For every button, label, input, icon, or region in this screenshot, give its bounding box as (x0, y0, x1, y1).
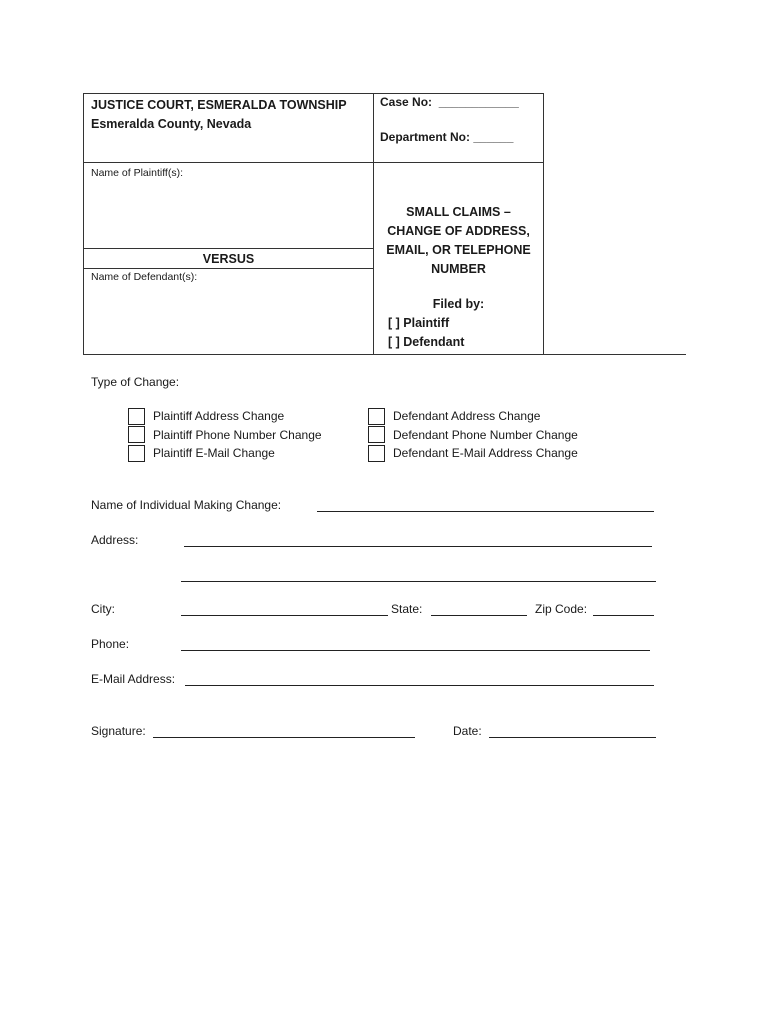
defendant-phone-change-option[interactable] (368, 426, 578, 445)
option-label: Plaintiff E-Mail Change (153, 446, 275, 461)
form-title-line-2: CHANGE OF ADDRESS, (387, 224, 530, 238)
case-no-field[interactable] (380, 95, 519, 109)
form-title (374, 203, 543, 279)
header-right-border (543, 93, 544, 354)
court-name (91, 96, 347, 134)
checkbox[interactable] (368, 426, 385, 443)
date-label: Date: (453, 724, 482, 738)
plaintiff-address-change-option[interactable] (128, 407, 284, 426)
address-line-1[interactable] (184, 546, 652, 547)
email-address-line[interactable] (185, 685, 654, 686)
case-no-blank[interactable]: ____________ (438, 95, 519, 109)
date-line[interactable] (489, 737, 656, 738)
defendant-address-change-option[interactable] (368, 407, 540, 426)
checkbox[interactable] (368, 408, 385, 425)
state-label: State: (391, 602, 423, 616)
header-left-border (83, 93, 84, 354)
phone-line[interactable] (181, 650, 650, 651)
plaintiff-phone-change-option[interactable] (128, 426, 322, 445)
city-label: City: (91, 602, 115, 616)
court-line-1: JUSTICE COURT, ESMERALDA TOWNSHIP (91, 98, 347, 112)
department-no-label: Department No: (380, 130, 471, 144)
individual-name-label: Name of Individual Making Change: (91, 498, 282, 512)
plaintiff-email-change-option[interactable] (128, 444, 275, 463)
form-title-line-1: SMALL CLAIMS – (406, 205, 511, 219)
versus-label: VERSUS (202, 252, 255, 266)
option-label: Defendant E-Mail Address Change (393, 446, 578, 461)
case-no-label: Case No: (380, 95, 433, 109)
address-line-2[interactable] (181, 581, 656, 582)
type-of-change-label: Type of Change: (91, 375, 180, 389)
zip-code-line[interactable] (593, 615, 654, 616)
checkbox[interactable] (128, 445, 145, 462)
filed-by-defendant-option[interactable]: [ ] Defendant (388, 335, 465, 349)
option-label: Defendant Phone Number Change (393, 427, 578, 442)
zip-code-label: Zip Code: (535, 602, 588, 616)
state-line[interactable] (431, 615, 527, 616)
phone-label: Phone: (91, 637, 130, 651)
header-bottom-border (83, 354, 686, 355)
form-title-line-3: EMAIL, OR TELEPHONE (386, 243, 531, 257)
form-title-line-4: NUMBER (431, 262, 486, 276)
plaintiff-name-label: Name of Plaintiff(s): (91, 167, 184, 179)
email-address-label: E-Mail Address: (91, 672, 176, 686)
department-no-field[interactable] (380, 130, 513, 144)
versus-top-divider (83, 248, 374, 249)
city-line[interactable] (181, 615, 388, 616)
option-label: Plaintiff Phone Number Change (153, 427, 322, 442)
address-label: Address: (91, 533, 139, 547)
court-line-2: Esmeralda County, Nevada (91, 117, 252, 131)
filed-by-label: Filed by: (432, 297, 485, 311)
checkbox[interactable] (128, 426, 145, 443)
signature-label: Signature: (91, 724, 146, 738)
header-top-border (83, 93, 544, 94)
checkbox[interactable] (368, 445, 385, 462)
defendant-email-change-option[interactable] (368, 444, 578, 463)
filed-by-plaintiff-option[interactable]: [ ] Plaintiff (388, 316, 450, 330)
option-label: Plaintiff Address Change (153, 409, 285, 424)
option-label: Defendant Address Change (393, 409, 541, 424)
defendant-name-label: Name of Defendant(s): (91, 271, 198, 283)
individual-name-line[interactable] (317, 511, 654, 512)
checkbox[interactable] (128, 408, 145, 425)
versus-bottom-divider (83, 268, 374, 269)
header-row-divider (83, 162, 544, 163)
department-no-blank[interactable]: ______ (473, 130, 514, 144)
signature-line[interactable] (153, 737, 415, 738)
